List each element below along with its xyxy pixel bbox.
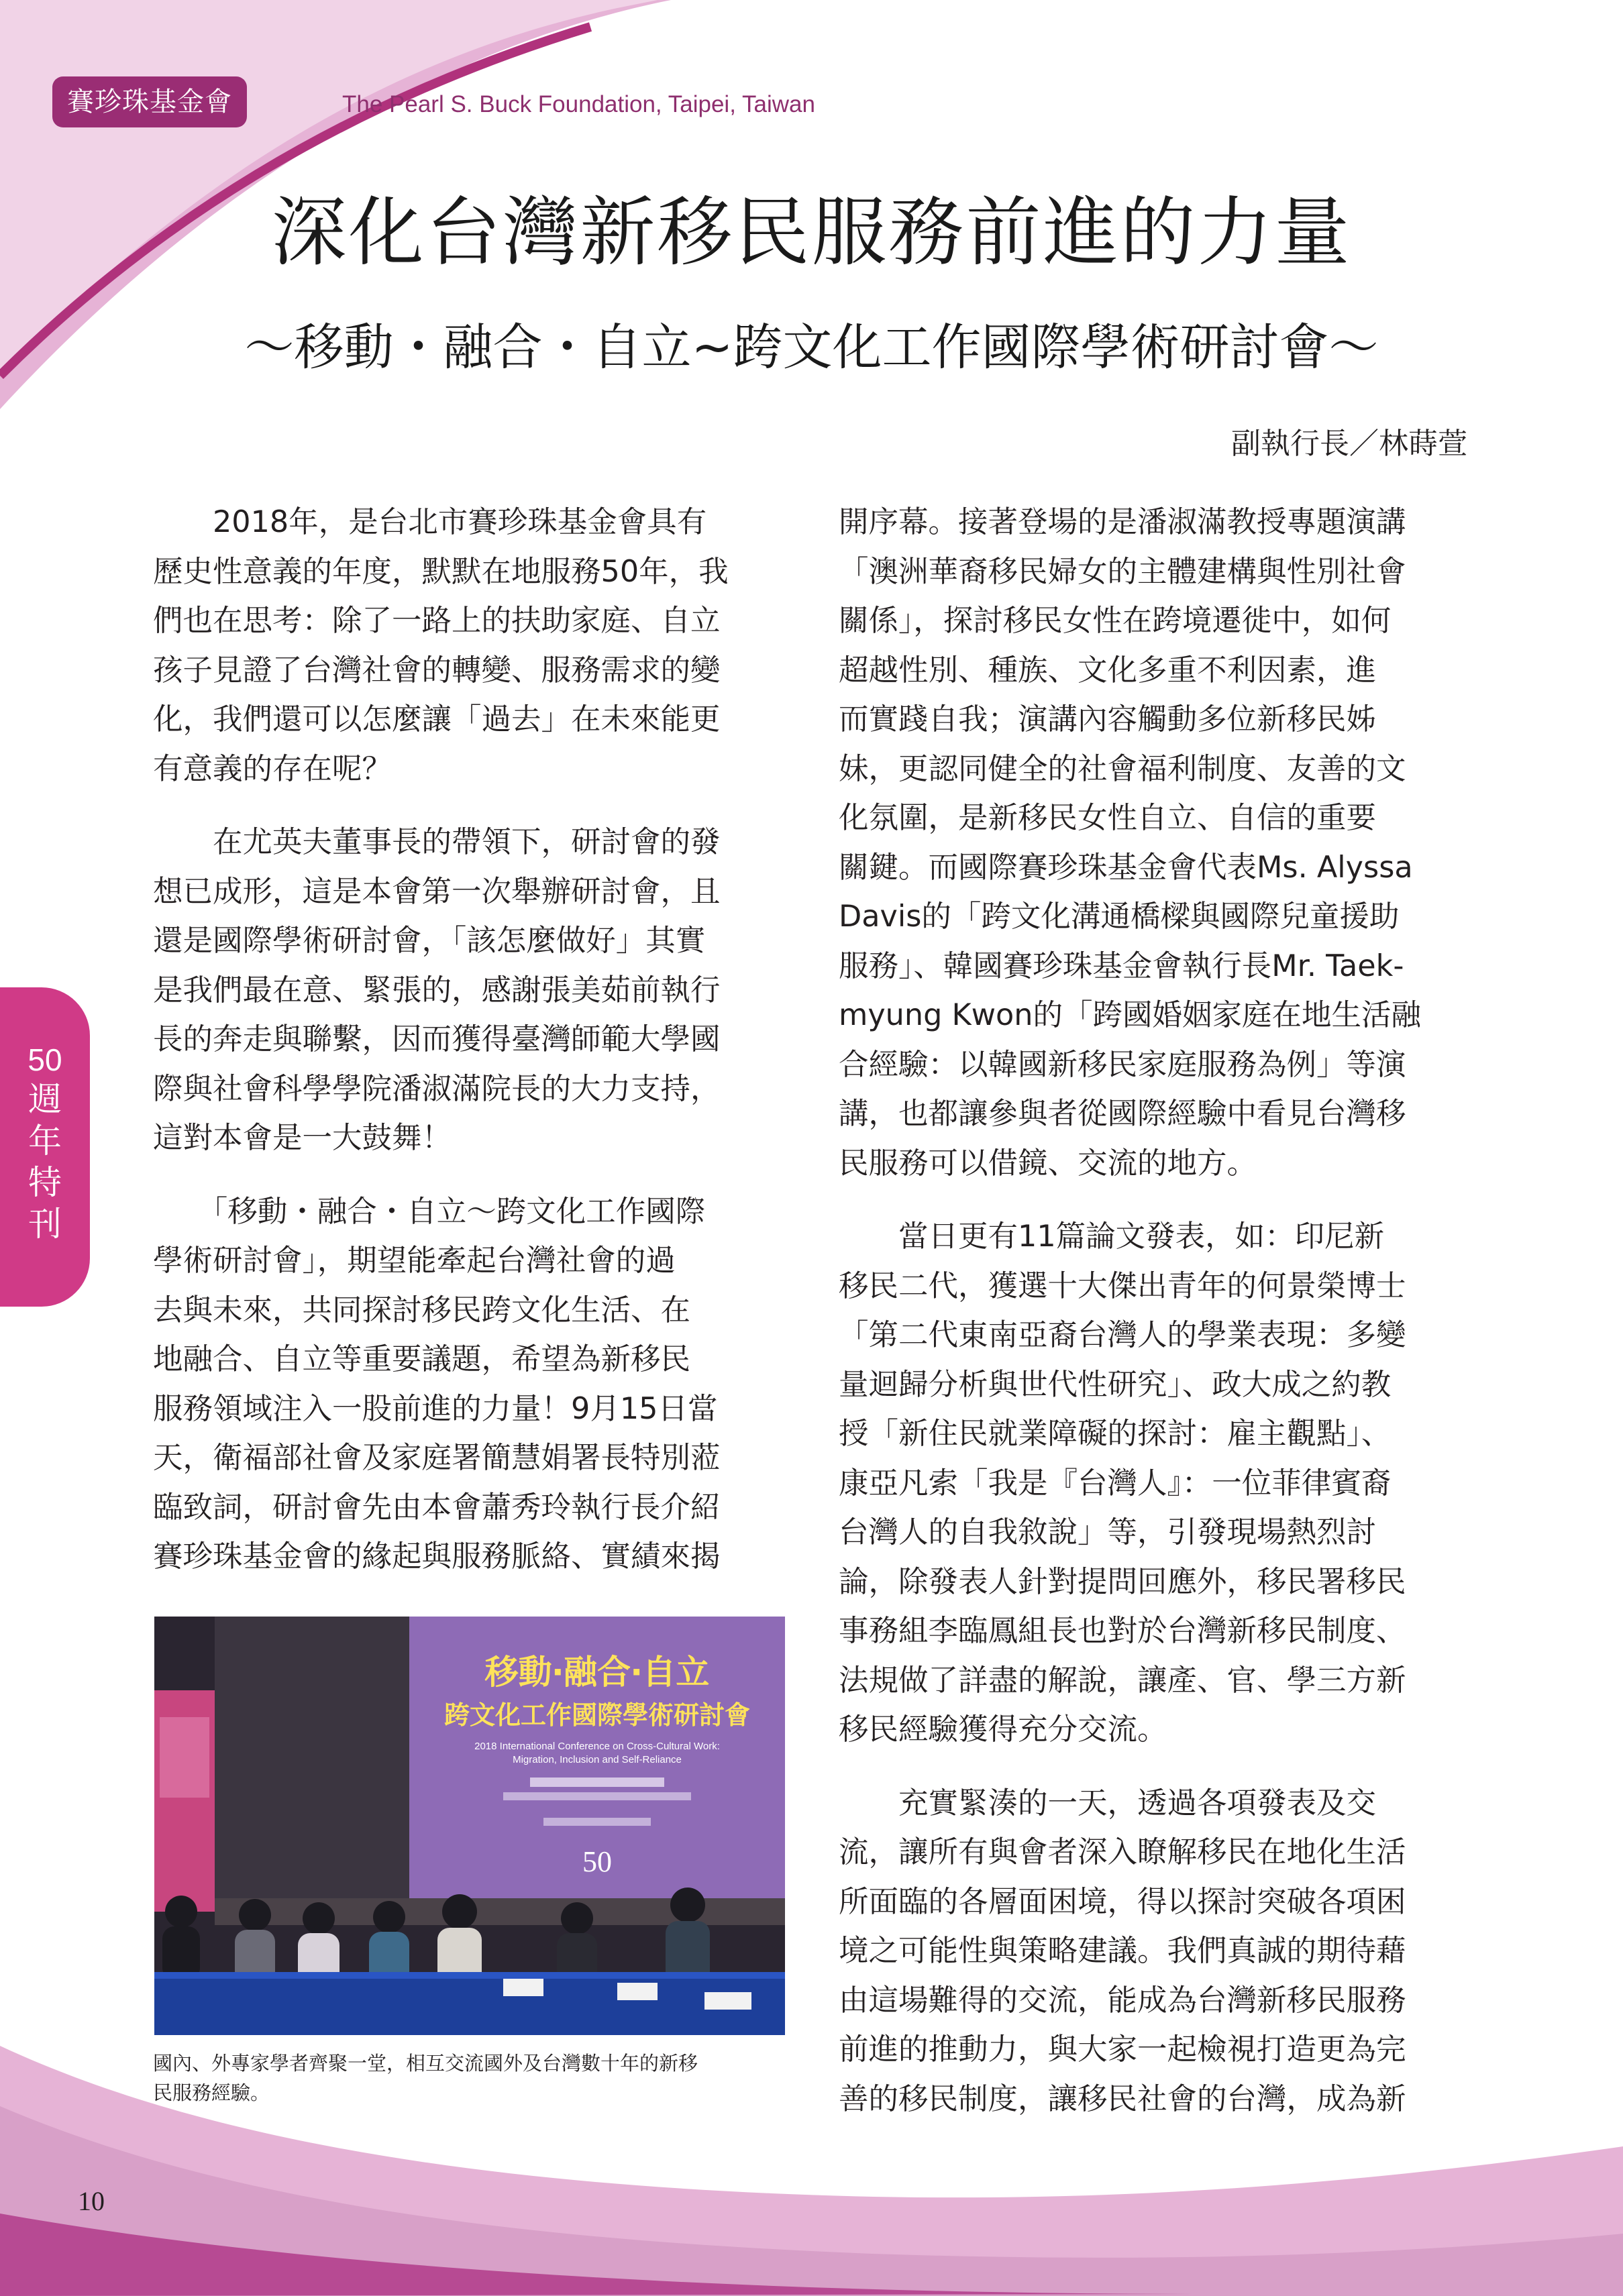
text-line: 合經驗：以韓國新移民家庭服務為例」等演 [839,1047,1406,1082]
text-line: 地融合、自立等重要議題，希望為新移民 [153,1342,691,1376]
page-number: 10 [78,2186,105,2216]
banner-en-2: Migration, Inclusion and Self-Reliance [513,1754,682,1765]
banner-title-2: 跨文化工作國際學術研討會 [443,1700,751,1730]
text-line: myung Kwon的「跨國婚姻家庭在地生活融 [839,998,1421,1032]
text-line: 授「新住民就業障礙的探討：雇主觀點」、 [839,1417,1392,1451]
text-line: 量迴歸分析與世代性研究」、政大成之約教 [839,1367,1392,1402]
text-line: 由這場難得的交流，能成為台灣新移民服務 [839,1983,1406,2018]
anniversary-side-tab [0,987,90,1307]
text-line: 充實緊湊的一天，透過各項發表及交 [839,1786,1377,1820]
article-subtitle: ～移動・融合・自立~跨文化工作國際學術研討會～ [244,319,1379,376]
text-line: 天，衛福部社會及家庭署簡慧娟署長特別蒞 [153,1441,721,1475]
text-line: 賽珍珠基金會的緣起與服務脈絡、實績來揭 [153,1539,721,1574]
caption-line: 國內、外專家學者齊聚一堂，相互交流國外及台灣數十年的新移 [153,2052,698,2075]
article-byline: 副執行長／林蒔萱 [1231,427,1467,461]
org-name-en: The Pearl S. Buck Foundation, Taipei, Taiwan [342,91,815,117]
left-column [153,498,790,1582]
text-line: 事務組李臨鳳組長也對於台灣新移民制度、 [839,1614,1406,1648]
text-line: 這對本會是一大鼓舞！ [153,1121,452,1155]
paragraph [839,1212,1476,1755]
text-line: 長的奔走與聯繫，因而獲得臺灣師範大學國 [153,1022,721,1056]
banner-title-1: 移動‧融合‧自立 [484,1653,710,1692]
text-line: 康亞凡索「我是『台灣人』：一位菲律賓裔 [839,1466,1392,1500]
text-line: 超越性別、種族、文化多重不利因素，進 [839,653,1377,688]
text-line: 妹，更認同健全的社會福利制度、友善的文 [839,751,1406,786]
text-line: 們也在思考：除了一路上的扶助家庭、自立 [153,604,721,638]
text-line: 孩子見證了台灣社會的轉變、服務需求的變 [153,653,721,688]
side-tab-char: 週 [28,1080,62,1119]
text-line: 服務」、韓國賽珍珠基金會執行長Mr. Taek- [839,948,1404,983]
side-tab-char: 刊 [28,1205,62,1244]
text-line: 歷史性意義的年度，默默在地服務50年，我 [153,554,729,589]
text-line: 講，也都讓參與者從國際經驗中看見台灣移 [839,1097,1406,1131]
text-line: 化氛圍，是新移民女性自立、自信的重要 [839,801,1377,835]
text-line: 化，我們還可以怎麼讓「過去」在未來能更 [153,702,721,736]
text-line: 臨致詞，研討會先由本會蕭秀玲執行長介紹 [153,1490,721,1525]
text-line: 流，讓所有與會者深入瞭解移民在地化生活 [839,1835,1406,1869]
text-line: 所面臨的各層面困境，得以探討突破各項困 [839,1884,1406,1919]
text-line: 論，除發表人針對提問回應外，移民署移民 [839,1564,1406,1599]
text-line: 有意義的存在呢？ [153,751,392,786]
banner-en-1: 2018 International Conference on Cross-Cultural Work: [474,1741,720,1752]
text-line: 民服務可以借鏡、交流的地方。 [839,1146,1257,1181]
text-line: 關鍵。而國際賽珍珠基金會代表Ms. Alyssa [839,850,1413,885]
paragraph [153,498,790,794]
photo-caption [153,2048,797,2108]
side-tab-char: 年 [28,1122,62,1160]
text-line: 「第二代東南亞裔台灣人的學業表現：多變 [839,1318,1406,1352]
text-line: 而實踐自我；演講內容觸動多位新移民姊 [839,702,1377,736]
text-line: 移民二代，獲選十大傑出青年的何景榮博士 [839,1268,1406,1303]
text-line: 還是國際學術研討會，「該怎麼做好」其實 [153,924,706,958]
paragraph [153,818,790,1163]
text-line: 「澳洲華裔移民婦女的主體建構與性別社會 [839,554,1406,589]
text-line: Davis的「跨文化溝通橋樑與國際兒童援助 [839,899,1400,934]
text-line: 2018年，是台北市賽珍珠基金會具有 [153,505,707,539]
caption-line: 民服務經驗。 [153,2081,270,2104]
side-tab-char: 特 [28,1163,62,1202]
banner-logo: 50 [582,1845,612,1878]
conference-photo [154,1617,785,2035]
text-line: 關係」，探討移民女性在跨境遷徙中，如何 [839,604,1392,638]
text-line: 是我們最在意、緊張的，感謝張美茹前執行 [153,973,721,1007]
side-tab-number: 50 [28,1042,62,1077]
text-line: 「移動・融合・自立～跨文化工作國際 [153,1194,706,1229]
text-line: 善的移民制度，讓移民社會的台灣，成為新 [839,2081,1406,2116]
text-line: 學術研討會」，期望能牽起台灣社會的過 [153,1244,676,1278]
paragraph [839,498,1476,1188]
text-line: 台灣人的自我敘說」等，引發現場熱烈討 [839,1515,1377,1549]
text-line: 當日更有11篇論文發表，如：印尼新 [839,1219,1385,1254]
article-title: 深化台灣新移民服務前進的力量 [271,189,1352,276]
text-line: 想已成形，這是本會第一次舉辦研討會，且 [153,874,721,909]
right-column [839,498,1476,2124]
text-line: 移民經驗獲得充分交流。 [839,1712,1167,1747]
text-line: 服務領域注入一股前進的力量！9月15日當 [153,1391,718,1426]
paragraph [839,1779,1476,2124]
org-badge: 賽珍珠基金會 [52,76,247,127]
text-line: 境之可能性與策略建議。我們真誠的期待藉 [839,1934,1406,1968]
text-line: 開序幕。接著登場的是潘淑滿教授專題演講 [839,505,1406,539]
text-line: 去與未來，共同探討移民跨文化生活、在 [153,1293,691,1327]
text-line: 法規做了詳盡的解說，讓產、官、學三方新 [839,1663,1406,1698]
paragraph [153,1187,790,1582]
text-line: 在尤英夫董事長的帶領下，研討會的發 [153,825,721,859]
text-line: 前進的推動力，與大家一起檢視打造更為完 [839,2032,1406,2067]
text-line: 際與社會科學學院潘淑滿院長的大力支持， [153,1071,721,1106]
